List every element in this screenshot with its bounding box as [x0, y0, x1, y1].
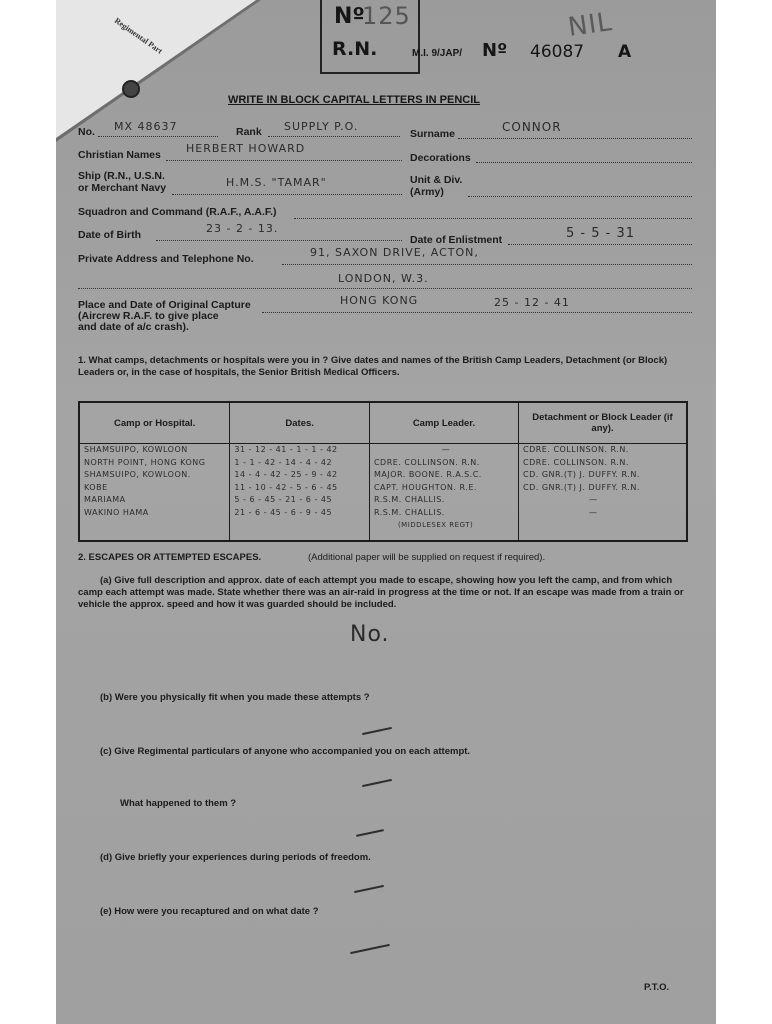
camp-cell: WAKINO HAMA — [84, 507, 149, 517]
decorations-label: Decorations — [410, 152, 471, 164]
christian-names-value: HERBERT HOWARD — [186, 142, 306, 155]
stamp-no-label: Nº — [334, 4, 365, 29]
col-leader-header: Camp Leader. — [369, 402, 518, 444]
nil-annotation: NIL — [566, 7, 615, 43]
capture-label-1: Place and Date of Original Capture — [78, 299, 251, 311]
ship-label-2: or Merchant Navy — [78, 182, 167, 194]
question-2a-answer: No. — [350, 622, 390, 647]
section-2-note: (Additional paper will be supplied on request if required). — [308, 552, 546, 563]
question-2b: (b) Were you physically fit when you made these attempts ? — [100, 692, 370, 703]
question-2a: (a) Give full description and approx. date of each attempt you made to escape, showing how you left the camp, and from which camp each attempt was made. State whether there was an air-raid in progress at the time or not. If an escape was made from a train or vehicle the approx. speed and how it was guarded should be included. — [78, 575, 684, 610]
enlistment-label: Date of Enlistment — [410, 234, 503, 246]
corner-tag-text: Regimental Part — [112, 16, 165, 56]
stamp-number: 46087 — [530, 42, 585, 62]
question-2c-sub: What happened to them ? — [120, 798, 237, 809]
dates-cell: 14 - 4 - 42 - 25 - 9 - 42 — [234, 470, 338, 479]
leader-cell: R.S.M. CHALLIS. — [373, 495, 445, 504]
dates-cell: 11 - 10 - 42 - 5 - 6 - 45 — [234, 482, 338, 492]
pto-label: P.T.O. — [644, 982, 670, 993]
leader-cell: R.S.M. CHALLIS. — [373, 507, 445, 517]
form-heading: WRITE IN BLOCK CAPITAL LETTERS IN PENCIL — [228, 94, 480, 106]
stamp-no2: Nº — [482, 40, 508, 61]
detachment-cell: — — [589, 495, 598, 504]
corner-tag — [56, 0, 256, 138]
capture-date: 25 - 12 - 41 — [494, 296, 570, 309]
section-2-title: 2. ESCAPES OR ATTEMPTED ESCAPES. — [78, 552, 262, 563]
dates-column — [230, 444, 370, 542]
leader-cell: CAPT. HOUGHTON. R.E. — [373, 482, 477, 492]
unit-label-2: (Army) — [410, 186, 444, 198]
address-label: Private Address and Telephone No. — [78, 253, 254, 265]
leader-column — [369, 444, 518, 542]
dates-cell: 5 - 6 - 45 - 21 - 6 - 45 — [234, 495, 333, 504]
camp-cell: SHAMSUIPO, KOWLOON — [84, 445, 188, 454]
stamp-rn: R.N. — [332, 38, 378, 60]
leader-cell-note: (MIDDLESEX REGT) — [397, 521, 474, 529]
stamp-no-value: 125 — [362, 2, 411, 30]
unit-label-1: Unit & Div. — [410, 174, 463, 186]
answer-dash — [350, 944, 390, 954]
question-2d: (d) Give briefly your experiences during periods of freedom. — [100, 852, 371, 863]
leader-cell: CDRE. COLLINSON. R.N. — [373, 457, 480, 467]
camps-table — [78, 401, 688, 542]
detachment-cell: CD. GNR.(T) J. DUFFY. R.N. — [523, 470, 640, 479]
camp-cell: NORTH POINT, HONG KONG — [84, 457, 206, 467]
stamp-mi-ref: M.I. 9/JAP/ — [412, 48, 463, 59]
answer-dash — [356, 829, 384, 837]
detachment-cell: CDRE. COLLINSON. R.N. — [523, 457, 629, 467]
dob-label: Date of Birth — [78, 229, 141, 241]
leader-cell: — — [441, 445, 451, 454]
enlistment-value: 5 - 5 - 31 — [566, 226, 635, 241]
surname-label: Surname — [410, 128, 455, 140]
dob-value: 23 - 2 - 13. — [206, 222, 279, 235]
rank-label: Rank — [236, 126, 262, 138]
surname-value: CONNOR — [502, 120, 562, 134]
camp-cell: MARIAMA — [84, 495, 126, 504]
col-dates-header: Dates. — [230, 402, 370, 444]
capture-label-3: and date of a/c crash). — [78, 321, 189, 333]
answer-dash — [362, 779, 392, 787]
question-1: 1. What camps, detachments or hospitals were you in ? Give dates and names of the British Camp Leaders, Detachment (or Block) Leaders or, in the case of hospitals, the Senior British Medical Officers. — [78, 355, 668, 378]
col-camp-header: Camp or Hospital. — [79, 402, 230, 444]
leader-cell: MAJOR. BOONE. R.A.S.C. — [373, 470, 482, 479]
answer-dash — [354, 885, 384, 893]
squadron-label: Squadron and Command (R.A.F., A.A.F.) — [78, 206, 277, 218]
camp-column — [79, 444, 230, 542]
address-line-1: 91, SAXON DRIVE, ACTON, — [310, 246, 479, 259]
ship-value: H.M.S. "TAMAR" — [226, 176, 327, 189]
detachment-cell: CD. GNR.(T) J. DUFFY. R.N. — [523, 482, 640, 492]
dates-cell: 31 - 12 - 41 - 1 - 1 - 42 — [234, 445, 338, 454]
ship-label-1: Ship (R.N., U.S.N. — [78, 170, 165, 182]
camp-cell: KOBE — [84, 482, 108, 492]
paper-clip-icon — [122, 80, 140, 98]
camp-cell: SHAMSUIPO, KOWLOON. — [84, 470, 191, 479]
col-detachment-header: Detachment or Block Leader (if any). — [519, 402, 688, 444]
stamp-suffix: A — [618, 42, 632, 62]
christian-names-label: Christian Names — [78, 149, 161, 161]
detachment-cell: — — [589, 507, 598, 517]
dates-cell: 1 - 1 - 42 - 14 - 4 - 42 — [234, 457, 333, 467]
address-line-2: LONDON, W.3. — [338, 272, 429, 285]
question-2e: (e) How were you recaptured and on what date ? — [100, 906, 319, 917]
dates-cell: 21 - 6 - 45 - 6 - 9 - 45 — [234, 507, 333, 517]
detachment-cell: CDRE. COLLINSON. R.N. — [523, 445, 629, 454]
rank-value: SUPPLY P.O. — [284, 120, 359, 133]
service-number-value: MX 48637 — [114, 120, 178, 133]
no-label: No. — [78, 126, 95, 138]
capture-place: HONG KONG — [340, 294, 419, 307]
question-2c: (c) Give Regimental particulars of anyone who accompanied you on each attempt. — [100, 746, 471, 757]
detachment-column — [519, 444, 688, 542]
capture-label-2: (Aircrew R.A.F. to give place — [78, 310, 219, 322]
form-sheet — [56, 0, 716, 1024]
answer-dash — [362, 727, 392, 735]
